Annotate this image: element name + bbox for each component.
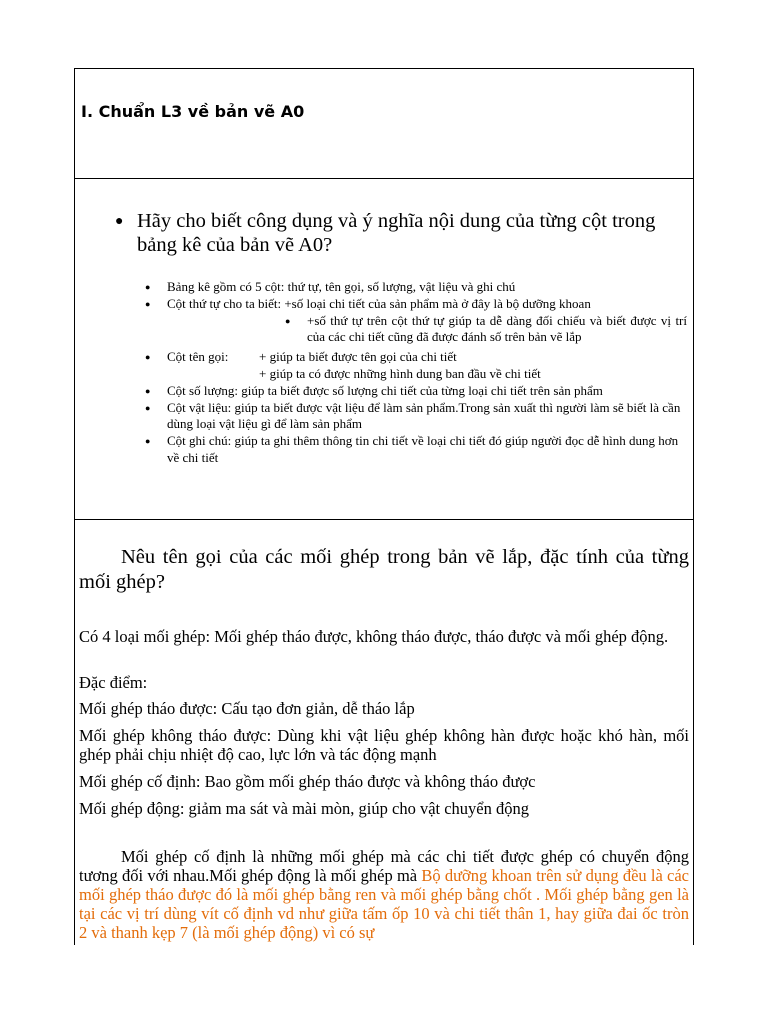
bullet-icon: ● — [145, 436, 151, 447]
list-sub-item: ● +số thứ tự trên cột thứ tự giúp ta dễ dàng đối chiếu và biết được vị trí của các chi tiết cũng đã được đánh số trên bản vẽ lắp — [285, 312, 687, 345]
list-item: ● Cột tên gọi: + giúp ta biết được tên gọi của chi tiết — [145, 349, 457, 365]
paragraph: Mối ghép động: giảm ma sát và mài mòn, giúp cho vật chuyển động — [79, 799, 530, 818]
paragraph: Đặc điểm: — [79, 673, 148, 692]
bullet-icon: ● — [145, 402, 151, 413]
bullet-icon: ● — [145, 352, 151, 363]
question-1-text: Hãy cho biết công dụng và ý nghĩa nội dung của từng cột trong bảng kê của bản vẽ A0? — [137, 210, 656, 256]
column-list — [145, 279, 687, 467]
highlighted-text: Bộ dưỡng khoan trên sử dụng đều là các mối ghép tháo được đó là mối ghép bằng ren và mối ghép bằng chốt . Mối ghép bằng gen là tại các vị trí dùng vít cố định vd như giữa tấm ốp 10 và chi tiết thân 1, hay giữa đai ốc tròn 2 và thanh kẹp 7 (là mối ghép động) vì có sự — [79, 866, 689, 942]
question-1 — [115, 209, 697, 257]
bullet-icon: ● — [145, 282, 151, 292]
bullet-icon: ● — [285, 315, 291, 326]
section-heading: I. Chuẩn L3 về bản vẽ A0 — [81, 102, 305, 121]
paragraph: Có 4 loại mối ghép: Mối ghép tháo được, không tháo được, tháo được và mối ghép động. — [79, 627, 669, 646]
paragraph-joints-detail: Mối ghép cố định là những mối ghép mà các chi tiết được ghép có chuyển động tương đối với nhau.Mối ghép động là mối ghép mà Bộ dưỡng khoan trên sử dụng đều là các mối ghép tháo được đó là mối ghép bằng ren và mối ghép bằng chốt . Mối ghép bằng gen là tại các vị trí dùng vít cố định vd như giữa tấm ốp 10 và chi tiết thân 1, hay giữa đai ốc tròn 2 và thanh kẹp 7 (là mối ghép động) vì có sự — [79, 847, 689, 942]
list-item: ● Cột ghi chú: giúp ta ghi thêm thông tin chi tiết về loại chi tiết đó giúp người đọc dễ hình dung hơn về chi tiết — [145, 433, 679, 465]
list-item: ● Cột vật liệu: giúp ta biết được vật liệu để làm sản phẩm.Trong sản xuất thì người làm sẽ biết là cần dùng loại vật liệu gì để làm sản phẩm — [145, 399, 681, 432]
joints-cell — [75, 520, 693, 946]
question-2: Nêu tên gọi của các mối ghép trong bản vẽ lắp, đặc tính của từng mối ghép? — [79, 546, 689, 593]
bullet-icon: ● — [145, 298, 151, 309]
paragraph: Mối ghép không tháo được: Dùng khi vật liệu ghép không hàn được hoặc khó hàn, mối ghép phải chịu nhiệt độ cao, lực lớn và tác động mạnh — [79, 726, 689, 764]
bullet-icon: ● — [145, 385, 151, 396]
list-item: ● Cột thứ tự cho ta biết: +số loại chi tiết của sản phẩm mà ở đây là bộ dưỡng khoan — [145, 295, 591, 311]
table-columns-cell — [75, 179, 693, 520]
list-item: ● Bảng kê gồm có 5 cột: thứ tự, tên gọi, số lượng, vật liệu và ghi chú — [145, 279, 516, 294]
paragraph: Mối ghép cố định: Bao gồm mối ghép tháo được và không tháo được — [79, 772, 536, 791]
list-item-continuation: + giúp ta có được những hình dung ban đầu về chi tiết — [259, 365, 541, 381]
list-item: ● Cột số lượng: giúp ta biết được số lượng chi tiết của từng loại chi tiết trên sản phẩm — [145, 382, 603, 398]
bullet-icon: ● — [115, 214, 124, 229]
paragraph: Mối ghép tháo được: Cấu tạo đơn giản, dễ tháo lắp — [79, 699, 415, 718]
heading-cell — [75, 69, 693, 179]
document-table — [74, 68, 694, 945]
